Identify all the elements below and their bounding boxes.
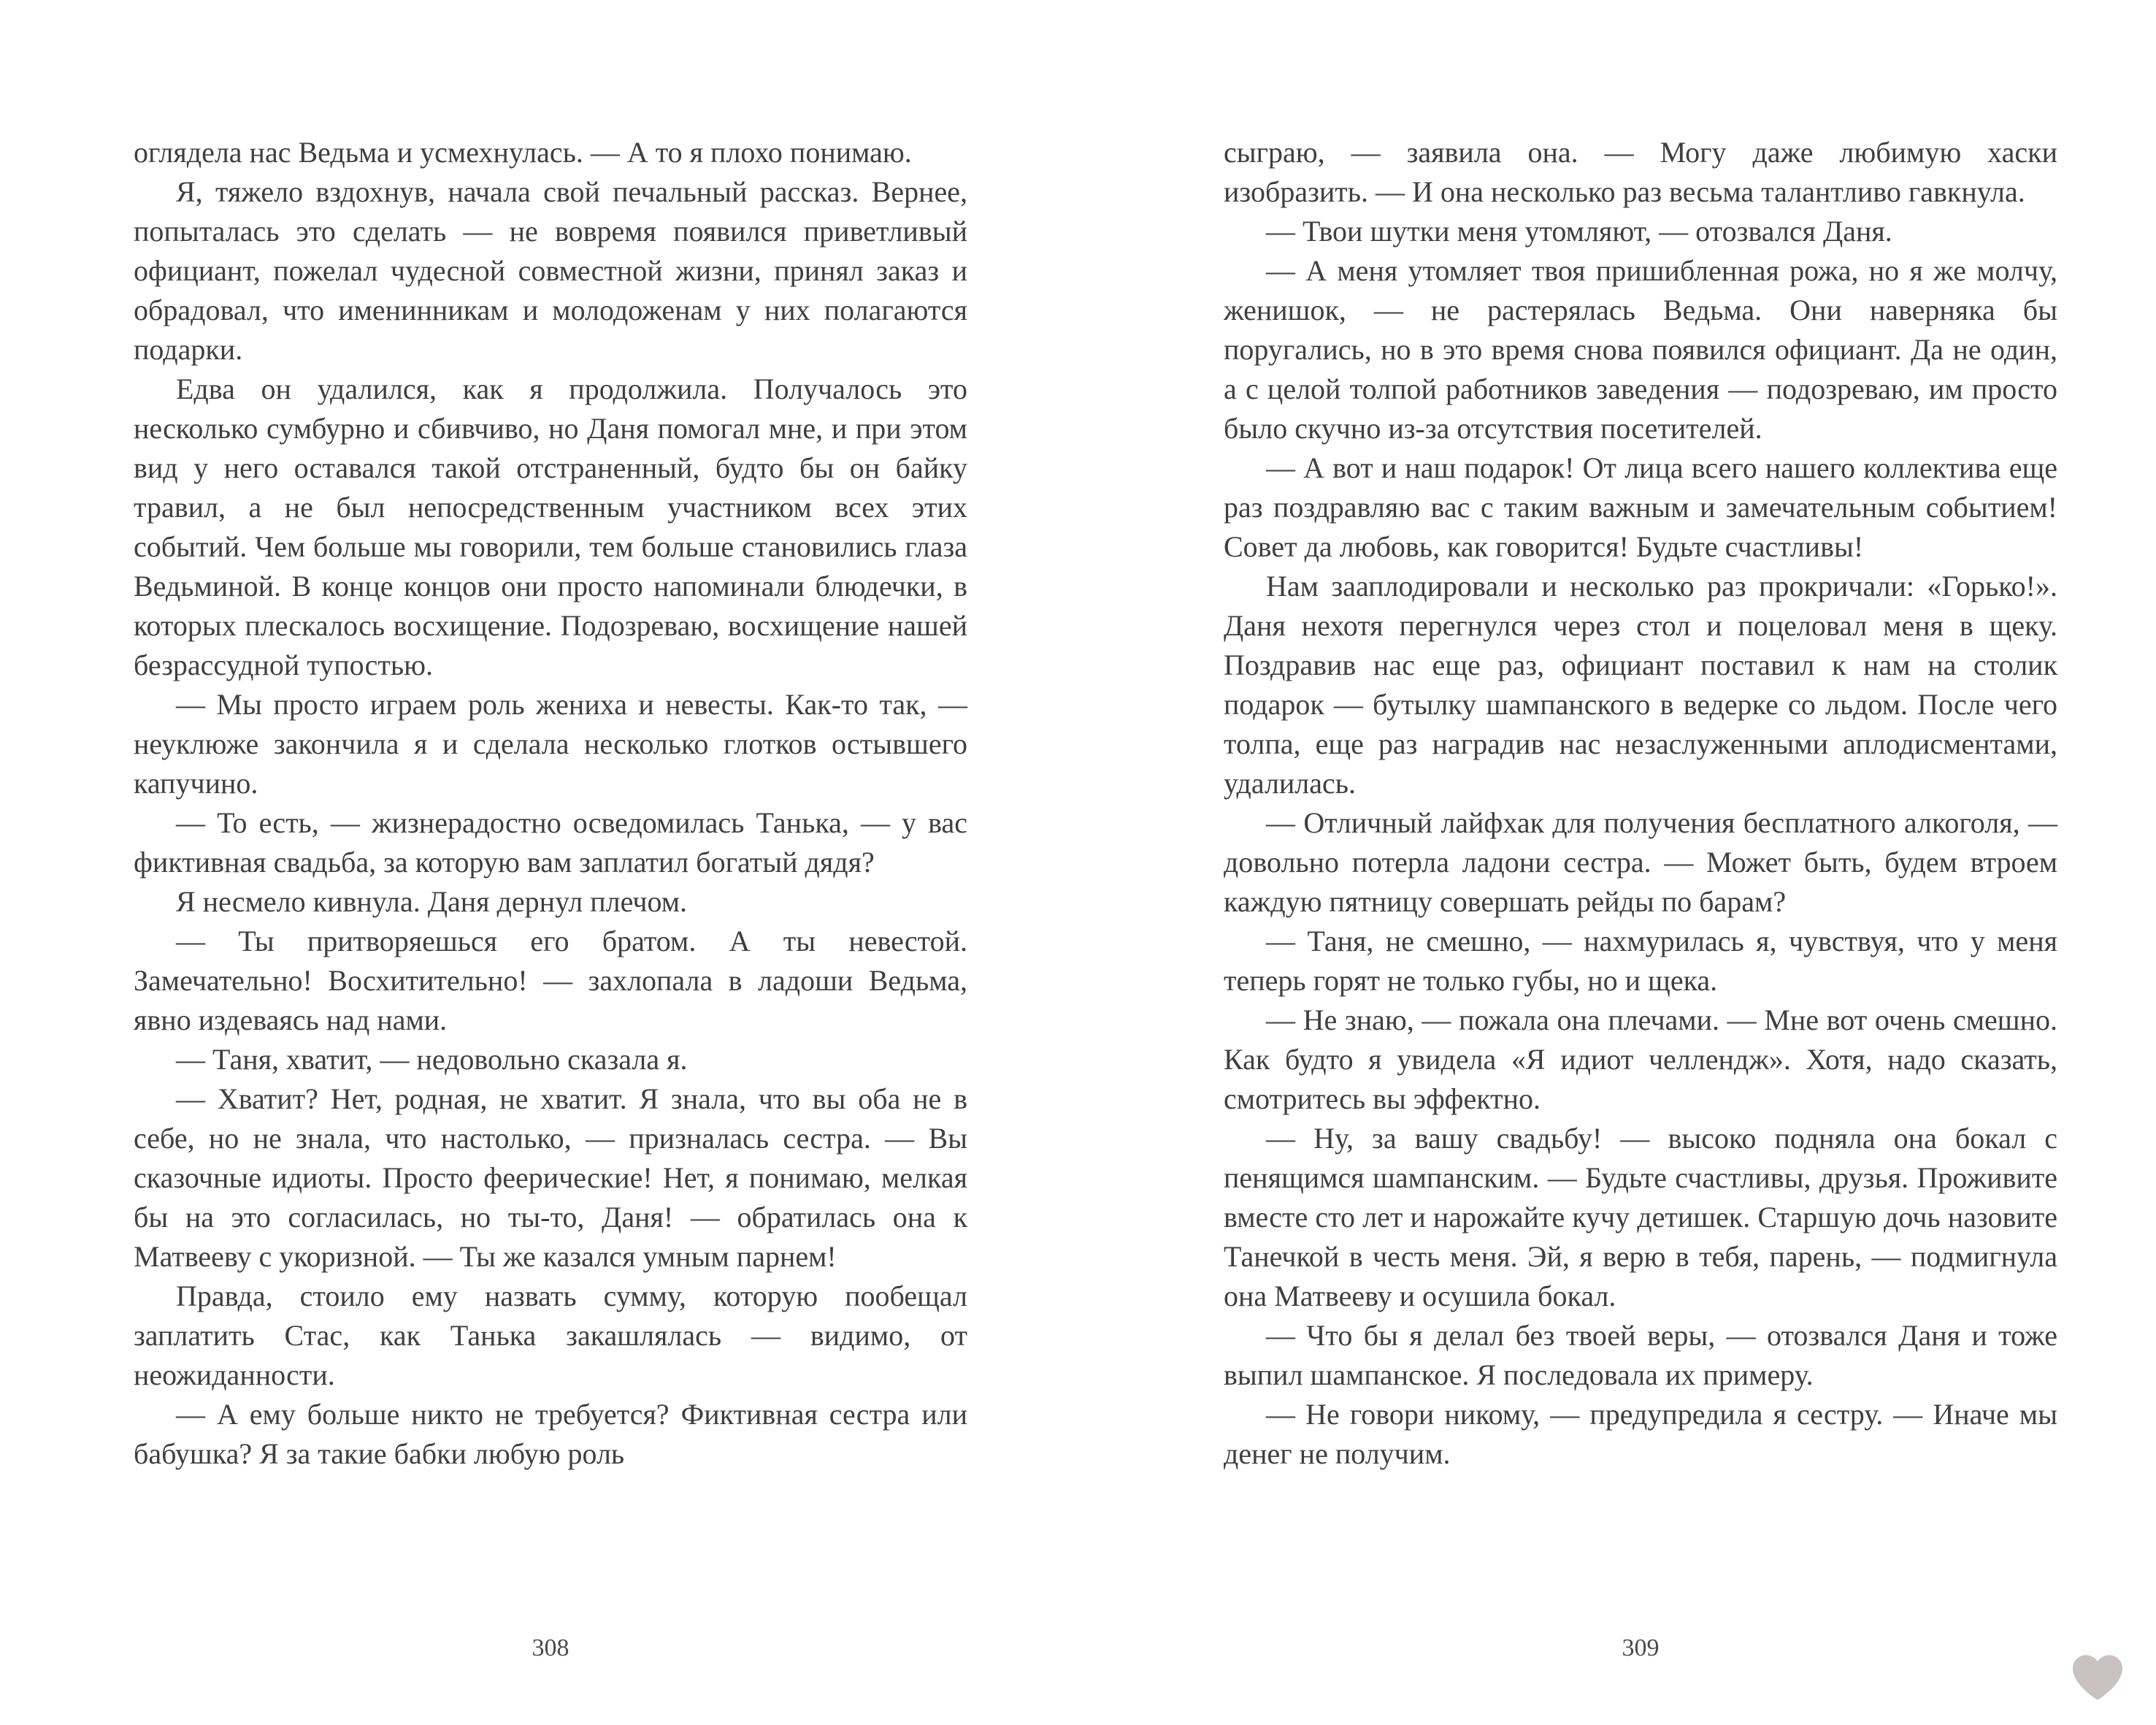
paragraph: сыграю, — заявила она. — Могу даже любимую хаски изобразить. — И она несколько раз весьма талантливо гавкнула.	[1224, 136, 2057, 208]
heart-icon	[2073, 1655, 2122, 1700]
paragraph: — Мы просто играем роль жениха и невесты. Как-то так, — неуклюже закончила я и сделала несколько глотков остывшего капучино.	[134, 688, 967, 800]
paragraph: — То есть, — жизнерадостно осведомилась Танька, — у вас фиктивная свадьба, за которую вам заплатил богатый дядя?	[134, 806, 967, 879]
paragraph: Нам зааплодировали и несколько раз прокричали: «Горько!». Даня нехотя перегнулся через стол и поцеловал меня в щеку. Поздравив нас еще раз, официант поставил к нам на столик подарок — бутылку шампанского в ведерке со льдом. После чего толпа, еще раз наградив нас незаслуженными аплодисментами, удалилась.	[1224, 570, 2057, 800]
paragraph: — Не знаю, — пожала она плечами. — Мне вот очень смешно. Как будто я увидела «Я идиот челлендж». Хотя, надо сказать, смотритесь вы эффектно.	[1224, 1003, 2057, 1115]
paragraph: Едва он удалился, как я продолжила. Получалось это несколько сумбурно и сбивчиво, но Даня помогал мне, и при этом вид у него оставался такой отстраненный, будто бы он байку травил, а не был непосредственным участником всех этих событий. Чем больше мы говорили, тем больше становились глаза Ведьминой. В конце концов они просто напоминали блюдечки, в которых плескалось восхищение. Подозреваю, восхищение нашей безрассудной тупостью.	[134, 372, 967, 681]
page-right-text	[1224, 133, 2057, 1474]
paragraph: — А вот и наш подарок! От лица всего нашего коллектива еще раз поздравляю вас с таким важным и замечательным событием! Совет да любовь, как говорится! Будьте счастливы!	[1224, 451, 2057, 563]
paragraph: оглядела нас Ведьма и усмехнулась. — А то я плохо понимаю.	[134, 136, 912, 169]
paragraph: — Не говори никому, — предупредила я сестру. — Иначе мы денег не получим.	[1224, 1398, 2057, 1470]
paragraph: — Таня, хватит, — недовольно сказала я.	[176, 1043, 688, 1076]
page-left-text	[134, 133, 967, 1474]
paragraph: Я несмело кивнула. Даня дернул плечом.	[176, 885, 688, 918]
paragraph: — Хватит? Нет, родная, не хватит. Я знала, что вы оба не в себе, но не знала, что настолько, — призналась сестра. — Вы сказочные идиоты. Просто феерические! Нет, я понимаю, мелкая бы на это согласилась, но ты-то, Даня! — обратилась она к Матвееву с укоризной. — Ты же казался умным парнем!	[134, 1082, 967, 1273]
paragraph: — Что бы я делал без твоей веры, — отозвался Даня и тоже выпил шампанское. Я последовала их примеру.	[1224, 1319, 2057, 1391]
page-number-left: 308	[532, 1634, 569, 1661]
favorite-heart-button[interactable]	[2073, 1655, 2122, 1700]
paragraph: — Таня, не смешно, — нахмурилась я, чувствуя, что у меня теперь горят не только губы, но и щека.	[1224, 925, 2057, 997]
page-right	[1224, 133, 2057, 1661]
paragraph: Правда, стоило ему назвать сумму, которую пообещал заплатить Стас, как Танька закашлялась — видимо, от неожиданности.	[134, 1280, 967, 1391]
page-left	[134, 133, 967, 1661]
paragraph: — Ты притворяешься его братом. А ты невестой. Замечательно! Восхитительно! — захлопала в ладоши Ведьма, явно издеваясь над нами.	[134, 925, 967, 1036]
paragraph: — А ему больше никто не требуется? Фиктивная сестра или бабушка? Я за такие бабки любую роль	[134, 1398, 967, 1470]
paragraph: — Твои шутки меня утомляют, — отозвался Даня.	[1266, 215, 1892, 248]
page-number-right: 309	[1622, 1634, 1660, 1661]
paragraph: — Отличный лайфхак для получения бесплатного алкоголя, — довольно потерла ладони сестра. — Может быть, будем втроем каждую пятницу совершать рейды по барам?	[1224, 806, 2057, 918]
paragraph: Я, тяжело вздохнув, начала свой печальный рассказ. Вернее, попыталась это сделать — не вовремя появился приветливый официант, пожелал чудесной совместной жизни, принял заказ и обрадовал, что именинникам и молодоженам у них полагаются подарки.	[134, 175, 967, 366]
paragraph: — Ну, за вашу свадьбу! — высоко подняла она бокал с пенящимся шампанским. — Будьте счастливы, друзья. Проживите вместе сто лет и нарожайте кучу детишек. Старшую дочь назовите Танечкой в честь меня. Эй, я верю в тебя, парень, — подмигнула она Матвееву и осушила бокал.	[1224, 1122, 2057, 1312]
paragraph: — А меня утомляет твоя пришибленная рожа, но я же молчу, женишок, — не растерялась Ведьма. Они наверняка бы поругались, но в это время снова появился официант. Да не один, а с целой толпой работников заведения — подозреваю, им просто было скучно из-за отсутствия посетителей.	[1224, 254, 2057, 445]
